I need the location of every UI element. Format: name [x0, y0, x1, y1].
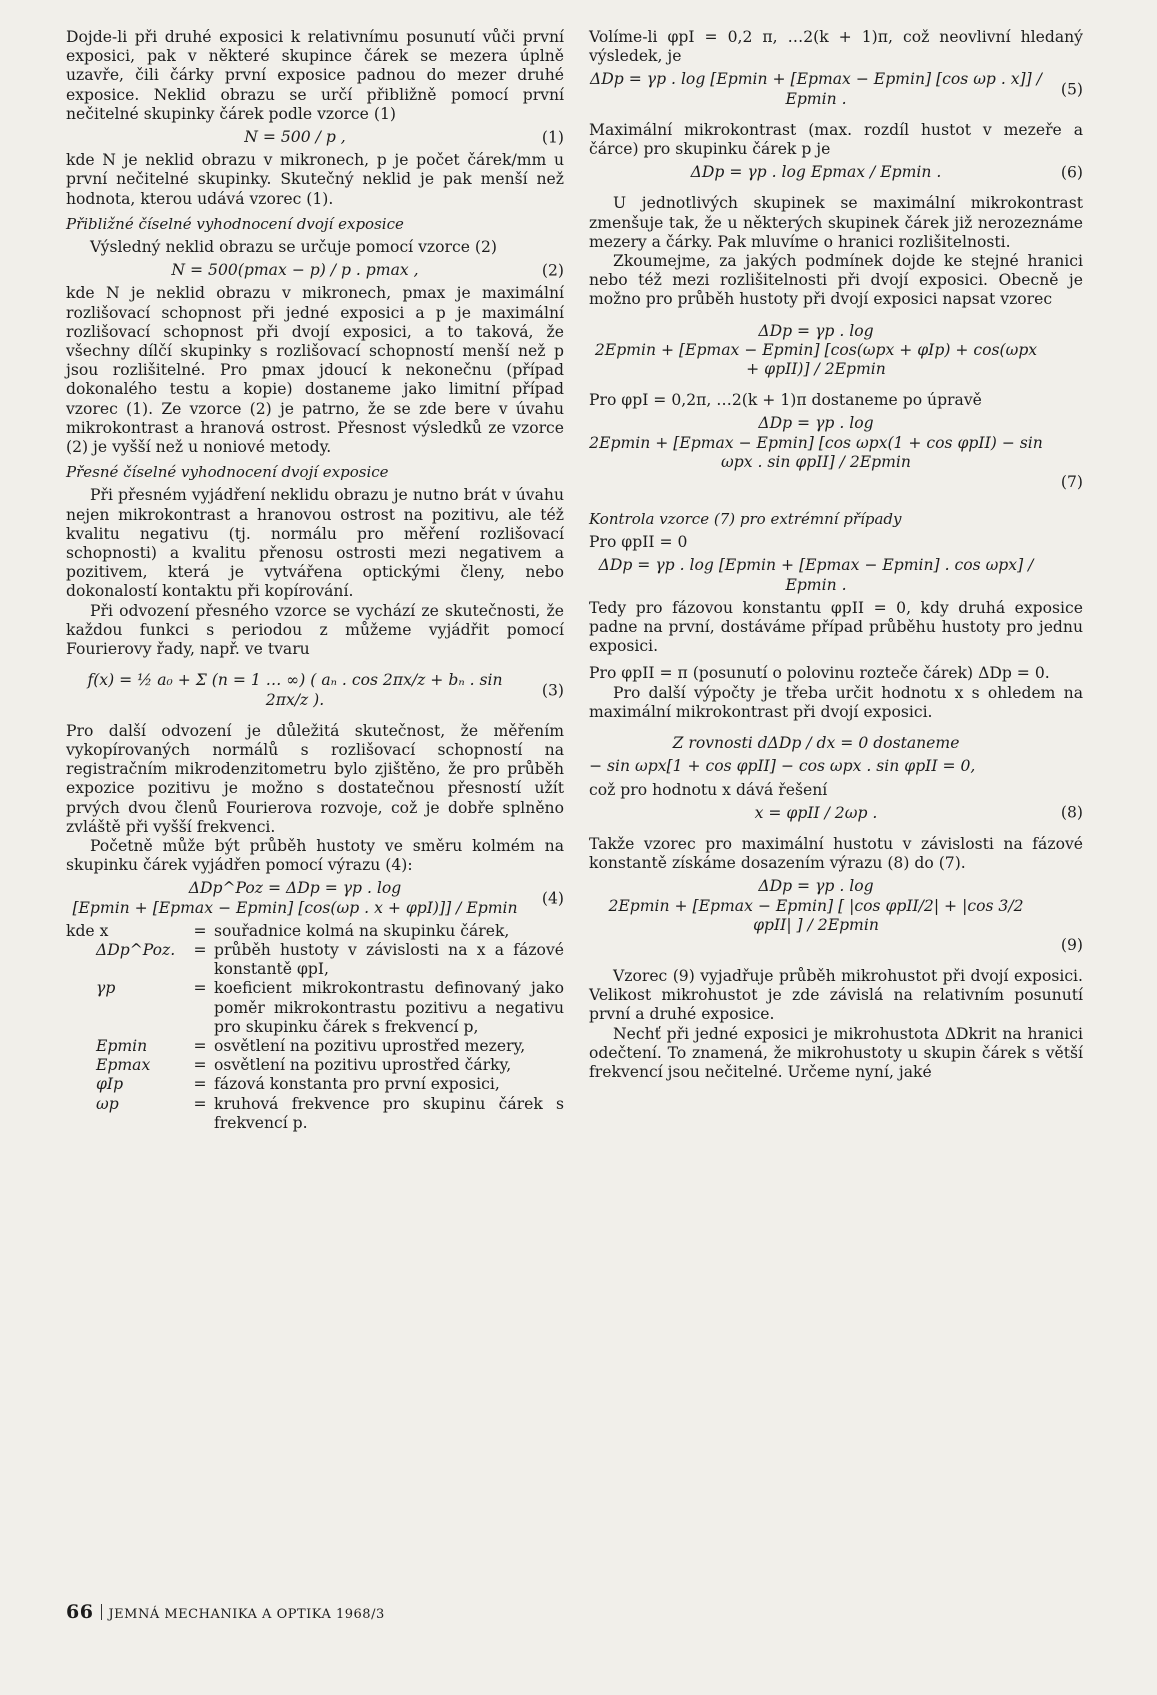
- definition-text: kruhová frekvence pro skupinu čárek s frekvencí p.: [214, 1094, 564, 1132]
- equation-derivative-result-text: − sin ωpx[1 + cos φpII] − cos ωpx . sin φpII = 0,: [589, 757, 976, 776]
- definition-equals: =: [193, 1075, 207, 1094]
- definition-symbol: Epmax: [96, 1056, 151, 1075]
- paragraph: kde N je neklid obrazu v mikronech, pmax je maximální rozlišovací schopnost při jedné exposici a p je maximální rozlišovací schopnost při dvojí exposici, a to taková, že všechny dílčí skupinky s rozlišovací schopností menší než p jsou rozlišitelné. Pro pmax jdoucí k nekonečnu (případ dokonalého testu a kopie) dostaneme jako limitní případ vzorec (1). Ze vzorce (2) je patrno, že se zde bere v úvahu mikrokontrast a hranová ostrost. Přesnost výsledků ze vzorce (2) je vyšší než u noniové metody.: [66, 284, 564, 457]
- journal-name: JEMNÁ MECHANIKA A OPTIKA 1968/3: [108, 1607, 385, 1622]
- paragraph: Výsledný neklid obrazu se určuje pomocí vzorce (2): [90, 238, 497, 257]
- definition-item: [66, 979, 564, 1037]
- equation-4: [66, 879, 564, 917]
- paragraph: Vzorec (9) vyjadřuje průběh mikrohustot při dvojí exposici. Velikost mikrohustot je zde závislá na relativním posunutí první a druhé exposice.: [589, 966, 1083, 1024]
- definition-symbol: φIp: [96, 1075, 124, 1094]
- equation-7c: [589, 556, 1083, 594]
- page-number: 66: [66, 1601, 94, 1623]
- definition-equals: =: [193, 1056, 207, 1075]
- paragraph: Pro další odvození je důležitá skutečnost, že měřením vykopírovaných normálů s rozlišovací schopností na registračním mikrodenzitometru bylo zjištěno, že pro průběh expozice pozitivu je možno s dostatečnou přesností užít prvých dvou členů Fourierova rozvoje, což je dobře splněno zvláště při vyšší frekvenci.: [66, 721, 564, 836]
- paragraph: Dojde-li při druhé exposici k relativnímu posunutí vůči první exposici, pak v některé skupince čárek se mezera úplně uzavře, čili čárky první exposice padnou do mezer druhé exposice. Neklid obrazu se určí přibližně pomocí první nečitelné skupinky čárek podle vzorce (1): [66, 28, 564, 123]
- equation-8-text: x = φpII / 2ωp .: [754, 803, 878, 822]
- equation-number: (8): [1060, 803, 1083, 822]
- definitions-list: [66, 922, 564, 1133]
- equation-4-fraction: [Epmin + [Epmax − Epmin] [cos(ωp . x + φpI)]] / Epmin: [72, 898, 518, 917]
- equation-9-fraction: 2Epmin + [Epmax − Epmin] [ |cos φpII/2| + |cos 3/2 φpII| ] / 2Epmin: [608, 896, 1024, 934]
- definition-symbol: γp: [96, 979, 116, 998]
- equation-7b-fraction: 2Epmin + [Epmax − Epmin] [cos ωpx(1 + cos φpII) − sin ωpx . sin φpII] / 2Epmin: [589, 433, 1043, 471]
- right-column: [589, 28, 1083, 1082]
- equation-7a: [589, 322, 1083, 380]
- equation-7b-lhs: ΔDp = γp . log: [758, 414, 874, 433]
- definition-symbol: ωp: [96, 1094, 119, 1113]
- definition-text: osvětlení na pozitivu uprostřed mezery,: [214, 1036, 526, 1055]
- definition-text: průběh hustoty v závislosti na x a fázové konstantě φpI,: [214, 940, 564, 979]
- equation-1: [66, 128, 564, 147]
- definition-text: souřadnice kolmá na skupinku čárek,: [214, 921, 510, 940]
- definition-item: [66, 1095, 564, 1133]
- footer-divider: [101, 1604, 102, 1620]
- paragraph: Pro φpII = π (posunutí o polovinu rozteče čárek) ΔDp = 0.: [589, 664, 1050, 683]
- definition-item: [66, 1056, 564, 1075]
- paragraph: Takže vzorec pro maximální hustotu v závislosti na fázové konstantě získáme dosazením výrazu (8) do (7).: [589, 834, 1083, 873]
- definition-text: fázová konstanta pro první exposici,: [214, 1075, 500, 1094]
- paragraph: U jednotlivých skupinek se maximální mikrokontrast zmenšuje tak, že u některých skupinek čárek již nerozeznáme mezery a čárky. Pak mluvíme o hranici rozlišitelnosti.: [589, 194, 1083, 251]
- definition-text: koeficient mikrokontrastu definovaný jako poměr mikrokontrastu pozitivu a negativu pro skupinku čárek s frekvencí p,: [214, 979, 564, 1036]
- paragraph: Nechť při jedné exposici je mikrohustota ΔDkrit na hranici odečtení. To znamená, že mikrohustoty u skupin čárek s větší frekvencí jsou nečitelné. Určeme nyní, jaké: [589, 1024, 1083, 1081]
- equation-derivative: [589, 734, 1083, 753]
- equation-3: [66, 671, 564, 709]
- paragraph: Při odvození přesného vzorce se vychází ze skutečnosti, že každou funkci s periodou z můžeme vyjádřit pomocí Fourierovy řady, např. ve tvaru: [66, 601, 564, 659]
- paragraph: Pro φpII = 0: [589, 533, 688, 552]
- equation-6: [589, 163, 1083, 182]
- section-heading: Kontrola vzorce (7) pro extrémní případy: [589, 510, 902, 529]
- equation-7c-text: ΔDp = γp . log [Epmin + [Epmax − Epmin] . cos ωpx] / Epmin .: [598, 556, 1034, 594]
- equation-9: [589, 877, 1083, 954]
- paragraph: Tedy pro fázovou konstantu φpII = 0, kdy druhá exposice padne na první, dostáváme případ průběhu hustoty pro jednu exposici.: [589, 598, 1083, 656]
- paragraph: Pro φpI = 0,2π, …2(k + 1)π dostaneme po úpravě: [589, 391, 982, 410]
- definition-symbol: Epmin: [96, 1036, 148, 1055]
- equation-number: (4): [541, 888, 564, 907]
- equation-number: (9): [1060, 935, 1083, 954]
- section-heading: Přesné číselné vyhodnocení dvojí exposice: [66, 463, 389, 482]
- equation-8: [589, 804, 1083, 823]
- equation-number: (5): [1060, 80, 1083, 99]
- equation-5-text: ΔDp = γp . log [Epmin + [Epmax − Epmin] [cos ωp . x]] / Epmin .: [590, 70, 1042, 108]
- definition-equals: =: [193, 940, 207, 959]
- definition-equals: =: [193, 921, 207, 940]
- section-heading: Přibližné číselné vyhodnocení dvojí exposice: [66, 214, 404, 233]
- definition-item: [66, 922, 564, 941]
- paragraph: Volíme-li φpI = 0,2 π, …2(k + 1)π, což neovlivní hledaný výsledek, je: [589, 28, 1083, 66]
- paragraph: kde N je neklid obrazu v mikronech, p je počet čárek/mm u první nečitelné skupinky. Skutečný neklid je pak menší než hodnota, kterou udává vzorec (1).: [66, 151, 564, 208]
- equation-number: (2): [541, 261, 564, 280]
- definition-symbol: ΔDp^Poz.: [96, 940, 176, 959]
- equation-5: [589, 70, 1083, 108]
- equation-7a-lhs: ΔDp = γp . log: [758, 321, 874, 340]
- equation-7a-fraction: 2Epmin + [Epmax − Epmin] [cos(ωpx + φIp) + cos(ωpx + φpII)] / 2Epmin: [594, 340, 1038, 379]
- paragraph: Pro další výpočty je třeba určit hodnotu x s ohledem na maximální mikrokontrast při dvojí exposici.: [589, 683, 1083, 721]
- definition-item: [66, 1037, 564, 1056]
- equation-6-text: ΔDp = γp . log Epmax / Epmin .: [690, 163, 942, 182]
- equation-number: (1): [541, 128, 564, 147]
- paragraph: což pro hodnotu x dává řešení: [589, 780, 828, 799]
- equation-number: (3): [541, 680, 564, 699]
- page-footer: [66, 1601, 385, 1623]
- paragraph: Při přesném vyjádření neklidu obrazu je nutno brát v úvahu nejen mikrokontrast a hranovou ostrost na pozitivu, ale též kvalitu negativu (tj. normálu pro měření rozlišovací schopnosti) a kvalitu přenosu ostrosti mezi negativem a pozitivem, která je vytvářena optickými členy, nebo dokonalostí kontaktu při kopírování.: [66, 486, 564, 601]
- equation-derivative-result: [589, 757, 1083, 776]
- definition-equals: =: [193, 1036, 207, 1055]
- definition-item: [66, 1075, 564, 1094]
- equation-2: [66, 261, 564, 280]
- paragraph: Početně může být průběh hustoty ve směru kolmém na skupinku čárek vyjádřen pomocí výrazu (4):: [66, 836, 564, 875]
- equation-derivative-text: Z rovnosti dΔDp / dx = 0 dostaneme: [672, 734, 960, 753]
- equation-4-lhs: ΔDp^Poz = ΔDp = γp . log: [188, 879, 402, 898]
- definition-equals: =: [193, 979, 207, 998]
- equation-1-text: N = 500 / p ,: [244, 128, 346, 147]
- definition-item: [66, 941, 564, 979]
- equation-3-text: f(x) = ½ a₀ + Σ (n = 1 … ∞) ( aₙ . cos 2πx/z + bₙ . sin 2πx/z ).: [87, 671, 503, 709]
- equation-2-text: N = 500(pmax − p) / p . pmax ,: [171, 261, 419, 280]
- definition-text: osvětlení na pozitivu uprostřed čárky,: [214, 1056, 512, 1075]
- paragraph: Maximální mikrokontrast (max. rozdíl hustot v mezeře a čárce) pro skupinku čárek p je: [589, 120, 1083, 159]
- paragraph: Zkoumejme, za jakých podmínek dojde ke stejné hranici nebo též mezi rozlišitelnosti při dvojí exposici. Obecně je možno pro průběh hustoty při dvojí exposici napsat vzorec: [589, 252, 1083, 309]
- equation-7b: [589, 414, 1083, 491]
- equation-number: (6): [1060, 163, 1083, 182]
- left-column: [66, 28, 564, 1133]
- definition-equals: =: [193, 1094, 207, 1113]
- definition-symbol: kde x: [66, 921, 109, 940]
- equation-number: (7): [1060, 472, 1083, 491]
- equation-9-lhs: ΔDp = γp . log: [758, 877, 874, 896]
